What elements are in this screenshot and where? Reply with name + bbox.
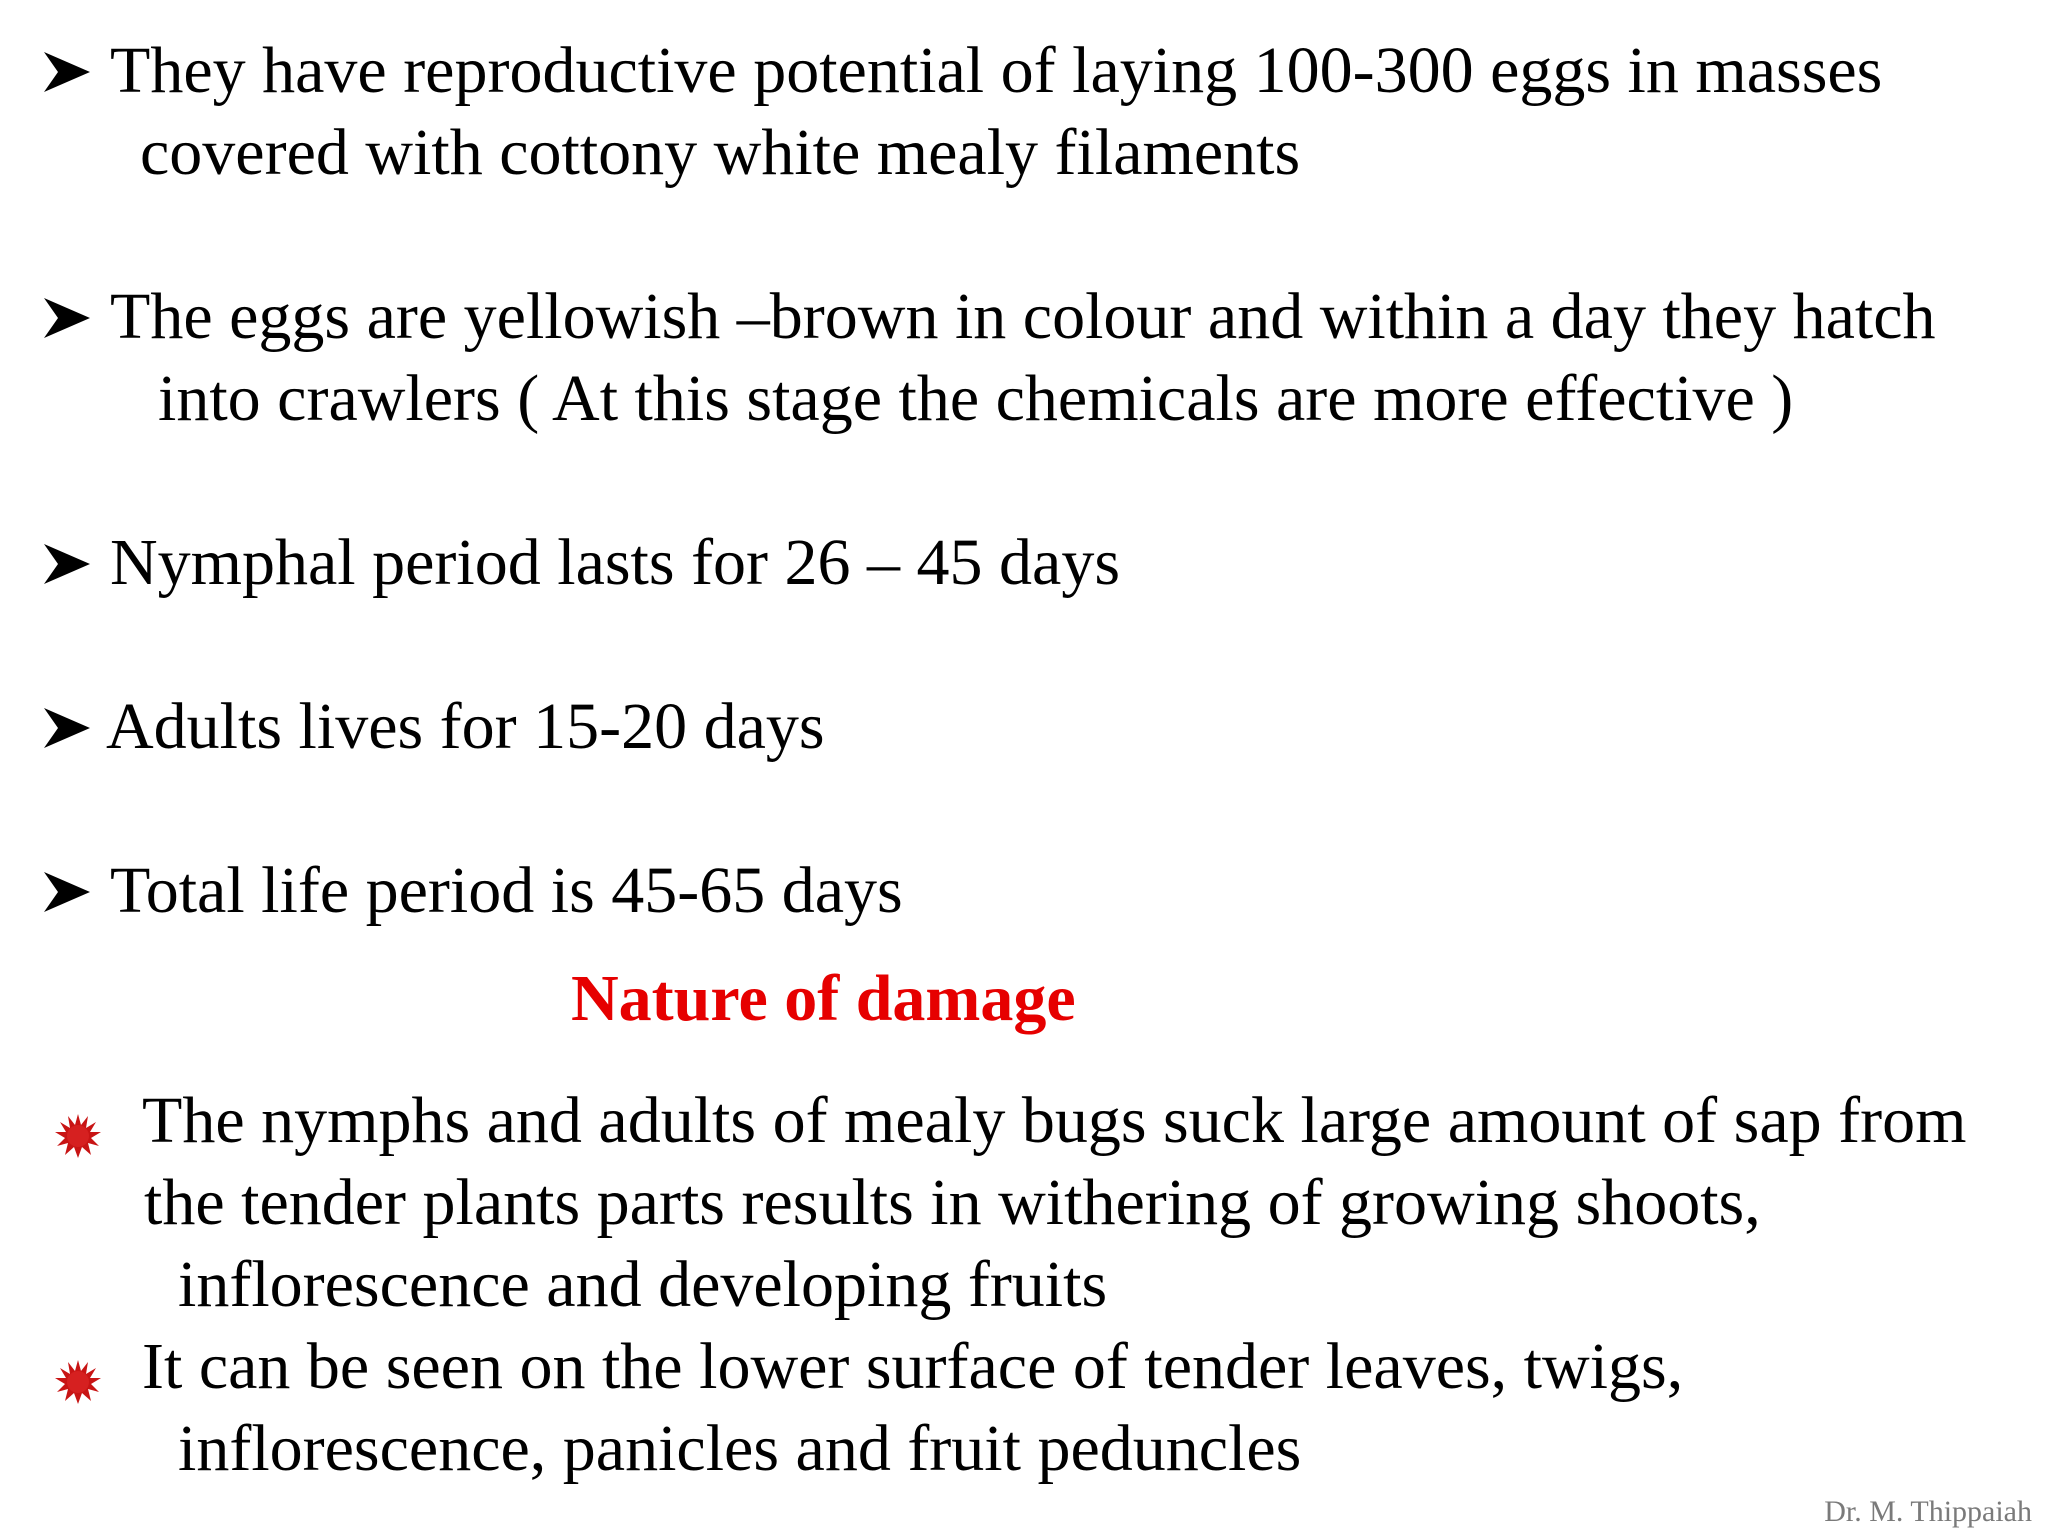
damage-text-line: the tender plants parts results in withering of growing shoots, xyxy=(144,1166,1761,1239)
bullet-text-continued: covered with cottony white mealy filaments xyxy=(140,116,1301,189)
arrow-bullet-icon xyxy=(40,276,104,358)
bullet-text-continued: into crawlers ( At this stage the chemicals are more effective ) xyxy=(158,362,1794,435)
arrow-bullet-icon xyxy=(40,522,104,604)
damage-text-line: inflorescence, panicles and fruit peduncles xyxy=(178,1412,1302,1485)
bullet-text: Nymphal period lasts for 26 – 45 days xyxy=(110,526,1121,599)
section-title: Nature of damage xyxy=(571,962,1076,1035)
bullet-text: They have reproductive potential of laying 100-300 eggs in masses xyxy=(110,34,1883,107)
arrow-bullet-icon xyxy=(40,30,104,112)
damage-text-line: The nymphs and adults of mealy bugs suck large amount of sap from xyxy=(142,1084,1967,1157)
bullet-text: The eggs are yellowish –brown in colour and within a day they hatch xyxy=(110,280,1936,353)
star-burst-icon xyxy=(54,1344,102,1392)
damage-text-line: inflorescence and developing fruits xyxy=(178,1248,1108,1321)
arrow-bullet-icon xyxy=(40,686,104,768)
author-footer: Dr. M. Thippaiah xyxy=(1824,1495,2032,1528)
bullet-text: Adults lives for 15-20 days xyxy=(106,690,825,763)
damage-text-line: It can be seen on the lower surface of tender leaves, twigs, xyxy=(142,1330,1684,1403)
bullet-text: Total life period is 45-65 days xyxy=(110,854,903,927)
star-burst-icon xyxy=(54,1098,102,1146)
arrow-bullet-icon xyxy=(40,850,104,932)
